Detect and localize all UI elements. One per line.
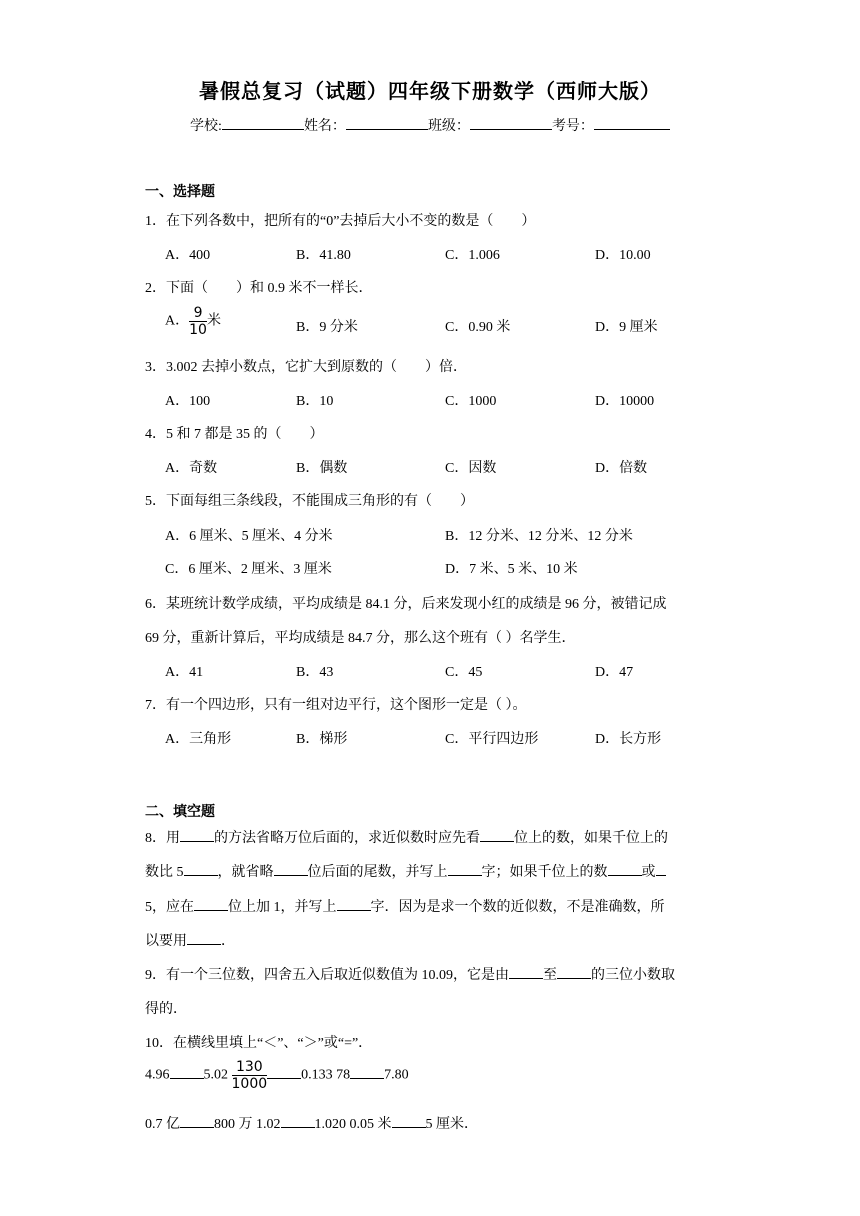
question-4-option-c: C．因数 <box>445 461 497 476</box>
question-4-option-a: A．奇数 <box>165 461 218 476</box>
question-8-line-4 <box>145 930 235 950</box>
question-1-option-a: A．400 <box>165 248 211 263</box>
question-5-option-c: C．6 厘米、2 厘米、3 厘米 <box>165 562 332 577</box>
answer-blank[interactable] <box>187 932 221 945</box>
question-7-option-c: C．平行四边形 <box>445 732 539 747</box>
question-6-line-2: 69 分，重新计算后，平均成绩是 84.7 分，那么这个班有（ ）名学生． <box>145 631 576 646</box>
school-blank[interactable] <box>222 115 304 130</box>
answer-blank[interactable] <box>608 863 642 876</box>
question-5-option-a: A．6 厘米、5 厘米、4 分米 <box>165 529 333 544</box>
question-2-option-d: D．9 厘米 <box>595 320 658 335</box>
answer-blank[interactable] <box>194 898 228 911</box>
q8-text-3: 位上的数，如果千位上的 <box>514 831 668 846</box>
question-3-stem: 3．3.002 去掉小数点，它扩大到原数的（ ）倍． <box>145 360 467 375</box>
q10-value: 0.7 亿 <box>145 1117 180 1132</box>
class-blank[interactable] <box>470 115 552 130</box>
answer-blank[interactable] <box>350 1066 384 1079</box>
question-6-option-c: C．45 <box>445 665 483 680</box>
answer-blank[interactable] <box>557 966 591 979</box>
question-3-option-a: A．100 <box>165 394 211 409</box>
question-7-option-a: A．三角形 <box>165 732 232 747</box>
q8-text-7: 字；如果千位上的数 <box>481 865 608 880</box>
question-10-row-1 <box>145 1060 409 1091</box>
q8-text-1: 8．用 <box>145 831 180 846</box>
exam-number-blank[interactable] <box>594 115 670 130</box>
name-label: 姓名： <box>303 119 346 134</box>
answer-blank[interactable] <box>480 829 514 842</box>
q8-text-11: 字．因为是求一个数的近似数，不是准确数，所 <box>370 900 665 915</box>
fraction-130-1000 <box>232 1060 268 1091</box>
q10-value: 4.96 <box>145 1067 170 1083</box>
section-title-choice: 一、选择题 <box>145 185 215 200</box>
q9-text-3: 的三位小数取 <box>591 968 675 983</box>
question-3-option-c: C．1000 <box>445 394 497 409</box>
answer-blank[interactable] <box>170 1066 204 1079</box>
q8-text-6: 位后面的尾数，并写上 <box>307 865 448 880</box>
q8-text-12: 以要用 <box>145 934 187 949</box>
question-9-line-2: 得的． <box>145 1002 187 1017</box>
q8-text-10: 位上加 1，并写上 <box>228 900 337 915</box>
question-6-line-1: 6．某班统计数学成绩，平均成绩是 84.1 分，后来发现小红的成绩是 96 分，被错记成 <box>145 597 667 612</box>
answer-blank[interactable] <box>180 1115 214 1128</box>
q8-text-13: ． <box>221 934 235 949</box>
question-7-stem: 7．有一个四边形，只有一组对边平行，这个图形一定是（ ）。 <box>145 698 527 713</box>
exam-number-label: 考号： <box>551 119 594 134</box>
question-10-row-2 <box>145 1113 478 1133</box>
name-blank[interactable] <box>346 115 428 130</box>
q8-text-2: 的方法省略万位后面的，求近似数时应先看 <box>214 831 480 846</box>
question-5-option-d: D．7 米、5 米、10 米 <box>445 562 578 577</box>
answer-blank[interactable] <box>184 863 218 876</box>
question-1-option-d: D．10.00 <box>595 248 651 263</box>
answer-blank[interactable] <box>281 1115 315 1128</box>
page-title: 暑假总复习（试题）四年级下册数学（西师大版） <box>199 81 661 103</box>
q8-text-8: 或 <box>641 865 656 880</box>
answer-blank[interactable] <box>337 898 371 911</box>
q9-text-2: 至 <box>543 968 557 983</box>
fraction-numerator: 130 <box>232 1060 268 1076</box>
q9-text-1: 9．有一个三位数，四舍五入后取近似数值为 10.09，它是由 <box>145 968 509 983</box>
q8-text-9: 5，应在 <box>145 900 194 915</box>
answer-blank[interactable] <box>448 863 482 876</box>
question-4-option-b: B．偶数 <box>296 461 348 476</box>
q10-value: 7.80 <box>384 1067 409 1083</box>
fraction-denominator: 1000 <box>231 1076 268 1092</box>
answer-blank[interactable] <box>180 829 214 842</box>
question-1-option-b: B．41.80 <box>296 248 351 263</box>
school-label: 学校: <box>190 119 222 134</box>
option-a-unit: 米 <box>206 313 221 329</box>
q8-text-4: 数比 5 <box>145 865 184 880</box>
question-3-option-b: B．10 <box>296 394 334 409</box>
question-2-option-a <box>165 306 221 337</box>
question-1-stem: 1．在下列各数中，把所有的“0”去掉后大小不变的数是（ ） <box>145 214 536 229</box>
q10-value: 5.02 <box>203 1067 228 1083</box>
question-9-line-1 <box>145 964 675 984</box>
student-info-line <box>0 115 860 135</box>
question-7-option-b: B．梯形 <box>296 732 348 747</box>
answer-blank[interactable] <box>509 966 543 979</box>
fraction-9-10 <box>189 306 207 337</box>
question-7-option-d: D．长方形 <box>595 732 662 747</box>
answer-blank[interactable] <box>656 863 666 876</box>
q8-text-5: ，就省略 <box>217 865 274 880</box>
answer-blank[interactable] <box>392 1115 426 1128</box>
fraction-numerator: 9 <box>189 306 207 322</box>
q10-value: 1.020 0.05 米 <box>314 1117 392 1132</box>
question-2-option-b: B．9 分米 <box>296 320 358 335</box>
question-5-option-b: B．12 分米、12 分米、12 分米 <box>445 529 633 544</box>
question-8-line-3 <box>145 896 665 916</box>
q10-value: 5 厘米． <box>425 1117 478 1132</box>
question-3-option-d: D．10000 <box>595 394 655 409</box>
question-8-line-1 <box>145 827 668 847</box>
answer-blank[interactable] <box>274 863 308 876</box>
fraction-denominator: 10 <box>189 322 207 338</box>
answer-blank[interactable] <box>267 1066 301 1079</box>
question-10-stem: 10．在横线里填上“＜”、“＞”或“=”． <box>145 1036 373 1051</box>
question-4-stem: 4．5 和 7 都是 35 的（ ） <box>145 427 324 442</box>
question-6-option-b: B．43 <box>296 665 334 680</box>
q10-value: 0.133 78 <box>301 1067 351 1083</box>
q10-value: 800 万 1.02 <box>214 1117 281 1132</box>
question-1-option-c: C．1.006 <box>445 248 500 263</box>
question-2-option-c: C．0.90 米 <box>445 320 511 335</box>
section-title-fill-blank: 二、填空题 <box>145 805 215 820</box>
option-a-prefix: A． <box>165 313 190 329</box>
question-6-option-a: A．41 <box>165 665 204 680</box>
question-8-line-2 <box>145 861 666 881</box>
question-6-option-d: D．47 <box>595 665 634 680</box>
question-4-option-d: D．倍数 <box>595 461 648 476</box>
class-label: 班级： <box>427 119 470 134</box>
question-5-stem: 5．下面每组三条线段，不能围成三角形的有（ ） <box>145 494 474 509</box>
question-2-stem: 2．下面（ ）和 0.9 米不一样长． <box>145 281 373 296</box>
